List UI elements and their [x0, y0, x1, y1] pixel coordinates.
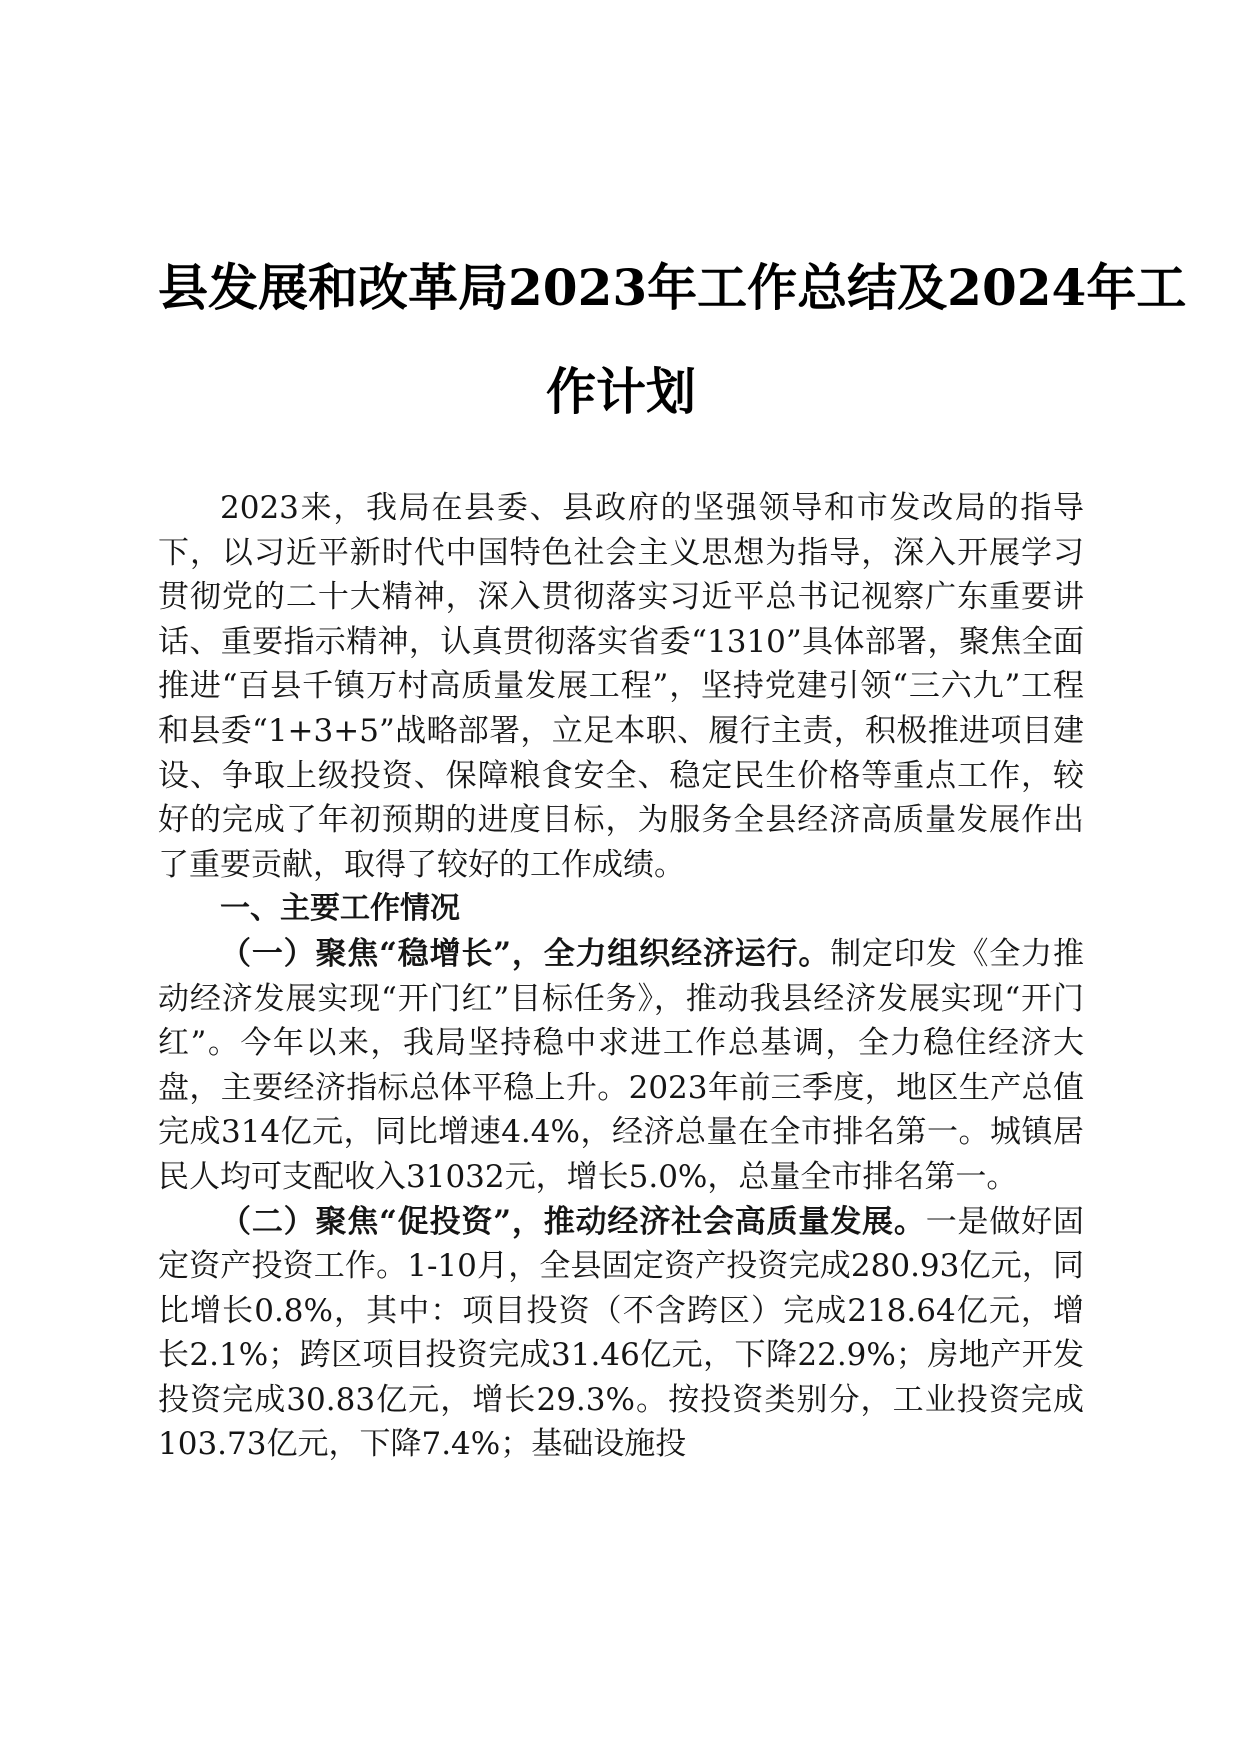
item-1-paragraph [158, 932, 1084, 1200]
section-heading-main-work: 一、主要工作情况 [220, 891, 460, 927]
item-2-paragraph [158, 1200, 1084, 1468]
item-2-heading: （二）聚焦“促投资”，推动经济社会高质量发展。 [220, 1203, 926, 1240]
item-1-heading: （一）聚焦“稳增长”，全力组织经济运行。 [220, 935, 831, 972]
item-1-body: 制定印发《全力推动经济发展实现“开门红”目标任务》，推动我县经济发展实现“开门红”。今年以来，我局坚持稳中求进工作总基调，全力稳住经济大盘，主要经济指标总体平稳上升。2023年前三季度，地区生产总值完成314亿元，同比增速4.4%，经济总量在全市排名第一。城镇居民人均可支配收入31032元，增长5.0%，总量全市排名第一。 [158, 935, 1084, 1195]
intro-paragraph: 2023来，我局在县委、县政府的坚强领导和市发改局的指导下，以习近平新时代中国特色社会主义思想为指导，深入开展学习贯彻党的二十大精神，深入贯彻落实习近平总书记视察广东重要讲话、重要指示精神，认真贯彻落实省委“1310”具体部署，聚焦全面推进“百县千镇万村高质量发展工程”，坚持党建引领“三六九”工程和县委“1+3+5”战略部署，立足本职、履行主责，积极推进项目建设、争取上级投资、保障粮食安全、稳定民生价格等重点工作，较好的完成了年初预期的进度目标，为服务全县经济高质量发展作出了重要贡献，取得了较好的工作成绩。 [158, 490, 1084, 883]
item-2-body: 一是做好固定资产投资工作。1-10月，全县固定资产投资完成280.93亿元，同比增长0.8%，其中：项目投资（不含跨区）完成218.64亿元，增长2.1%；跨区项目投资完成31.46亿元，下降22.9%；房地产开发投资完成30.83亿元，增长29.3%。按投资类别分，工业投资完成103.73亿元，下降7.4%；基础设施投 [158, 1203, 1084, 1463]
document-title [158, 0, 1187, 444]
title-line-2: 作计划 [546, 362, 696, 421]
document-body [158, 486, 1084, 1467]
title-line-1: 县发展和改革局2023年工作总结及2024年工 [158, 258, 1187, 317]
